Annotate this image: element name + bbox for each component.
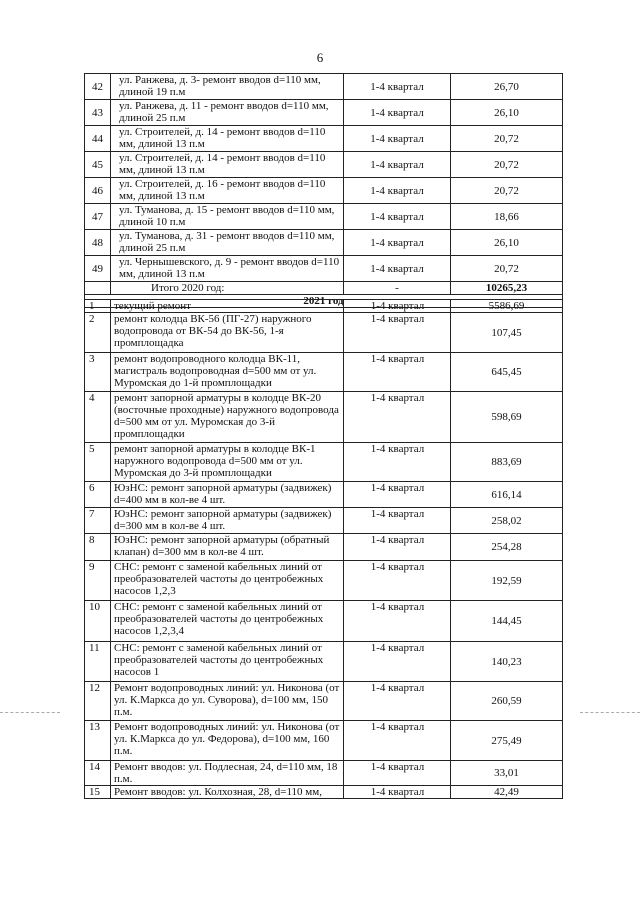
table-row [85, 178, 563, 204]
table-row [85, 313, 563, 353]
table-row [85, 482, 563, 508]
total-label: Итого 2020 год: [111, 282, 344, 295]
work-period: 1-4 квартал [344, 300, 451, 313]
table-row [85, 786, 563, 799]
work-cost: 18,66 [451, 204, 563, 230]
table-row [85, 392, 563, 443]
work-period: 1-4 квартал [344, 313, 451, 353]
total-sum: 10265,23 [451, 282, 563, 295]
work-cost: 275,49 [451, 721, 563, 761]
work-cost: 5586,69 [451, 300, 563, 313]
table-row [85, 353, 563, 392]
work-period: 1-4 квартал [344, 721, 451, 761]
work-cost: 20,72 [451, 152, 563, 178]
table-row [85, 508, 563, 534]
work-cost: 26,10 [451, 230, 563, 256]
table-row [85, 721, 563, 761]
work-cost: 645,45 [451, 353, 563, 392]
table-row [85, 642, 563, 682]
work-description: Ремонт водопроводных линий: ул. Никонова (от ул. К.Маркса до ул. Суворова), d=100 мм, 150 п.м. [111, 682, 344, 721]
work-description: Ремонт вводов: ул. Подлесная, 24, d=110 мм, 18 п.м. [111, 761, 344, 786]
work-description: СНС: ремонт с заменой кабельных линий от преобразователей частоты до центробежных насосов 1,2,3,4 [111, 601, 344, 642]
row-number: 8 [85, 534, 111, 561]
work-period: 1-4 квартал [344, 100, 451, 126]
total-empty-cell [85, 282, 111, 295]
row-number: 4 [85, 392, 111, 443]
work-period: 1-4 квартал [344, 786, 451, 799]
work-cost: 258,02 [451, 508, 563, 534]
row-number: 1 [85, 300, 111, 313]
work-description: ремонт запорной арматуры в колодце ВК-20 (восточные проходные) наружного водопровода d=500 мм от ул. Муромская до 3-й промплощадки [111, 392, 344, 443]
work-description: ул. Строителей, д. 14 - ремонт вводов d=110 мм, длиной 13 п.м [111, 152, 344, 178]
work-cost: 107,45 [451, 313, 563, 353]
work-description: Ремонт водопроводных линий: ул. Никонова (от ул. К.Маркса до ул. Федорова), d=100 мм, 160 п.м. [111, 721, 344, 761]
work-description: Ремонт вводов: ул. Колхозная, 28, d=110 мм, [111, 786, 344, 799]
work-period: 1-4 квартал [344, 353, 451, 392]
work-description: текущий ремонт [111, 300, 344, 313]
row-number: 43 [85, 100, 111, 126]
work-cost: 140,23 [451, 642, 563, 682]
work-cost: 260,59 [451, 682, 563, 721]
work-period: 1-4 квартал [344, 534, 451, 561]
row-number: 14 [85, 761, 111, 786]
work-description: ЮзНС: ремонт запорной арматуры (обратный клапан) d=300 мм в кол-ве 4 шт. [111, 534, 344, 561]
row-number: 46 [85, 178, 111, 204]
table-row [85, 126, 563, 152]
table-row [85, 601, 563, 642]
work-period: 1-4 квартал [344, 682, 451, 721]
row-number: 7 [85, 508, 111, 534]
work-description: ул. Чернышевского, д. 9 - ремонт вводов d=110 мм, длиной 13 п.м [111, 256, 344, 282]
row-number: 10 [85, 601, 111, 642]
work-period: 1-4 квартал [344, 508, 451, 534]
work-period: 1-4 квартал [344, 482, 451, 508]
table-row [85, 534, 563, 561]
work-description: ул. Ранжева, д. 11 - ремонт вводов d=110 мм, длиной 25 п.м [111, 100, 344, 126]
work-description: ЮзНС: ремонт запорной арматуры (задвижек) d=300 мм в кол-ве 4 шт. [111, 508, 344, 534]
row-number: 15 [85, 786, 111, 799]
work-cost: 26,10 [451, 100, 563, 126]
work-period: 1-4 квартал [344, 561, 451, 601]
works-table-2020 [84, 73, 563, 308]
row-number: 13 [85, 721, 111, 761]
row-number: 12 [85, 682, 111, 721]
work-period: 1-4 квартал [344, 443, 451, 482]
table-row [85, 300, 563, 313]
work-period: 1-4 квартал [344, 204, 451, 230]
work-description: ремонт запорной арматуры в колодце ВК-1 наружного водопровода d=500 мм от ул. Муромская до 3-й промплощадки [111, 443, 344, 482]
work-description: ремонт колодца ВК-56 (ПГ-27) наружного водопровода от ВК-54 до ВК-56, 1-я промплощадка [111, 313, 344, 353]
work-description: ул. Туманова, д. 15 - ремонт вводов d=110 мм, длиной 10 п.м [111, 204, 344, 230]
work-period: 1-4 квартал [344, 152, 451, 178]
work-cost: 254,28 [451, 534, 563, 561]
work-cost: 192,59 [451, 561, 563, 601]
work-period: 1-4 квартал [344, 126, 451, 152]
work-period: 1-4 квартал [344, 74, 451, 100]
row-number: 3 [85, 353, 111, 392]
table-row [85, 256, 563, 282]
table-row [85, 74, 563, 100]
row-number: 11 [85, 642, 111, 682]
work-description: ул. Туманова, д. 31 - ремонт вводов d=110 мм, длиной 25 п.м [111, 230, 344, 256]
work-cost: 20,72 [451, 256, 563, 282]
row-number: 49 [85, 256, 111, 282]
row-number: 44 [85, 126, 111, 152]
work-description: ремонт водопроводного колодца ВК-11, магистраль водопроводная d=500 мм от ул. Муромская до 1-й промплощадки [111, 353, 344, 392]
row-number: 42 [85, 74, 111, 100]
work-cost: 598,69 [451, 392, 563, 443]
work-description: ул. Ранжева, д. 3- ремонт вводов d=110 мм, длиной 19 п.м [111, 74, 344, 100]
table-row [85, 682, 563, 721]
work-cost: 20,72 [451, 126, 563, 152]
row-number: 48 [85, 230, 111, 256]
work-cost: 26,70 [451, 74, 563, 100]
work-period: 1-4 квартал [344, 761, 451, 786]
page-number: 6 [316, 50, 324, 65]
year-header: 2021 год [85, 295, 563, 308]
table-row [85, 204, 563, 230]
total-row [85, 282, 563, 295]
work-cost: 42,49 [451, 786, 563, 799]
row-number: 45 [85, 152, 111, 178]
row-number: 47 [85, 204, 111, 230]
total-period: - [344, 282, 451, 295]
margin-mark-right [580, 712, 640, 713]
work-period: 1-4 квартал [344, 601, 451, 642]
table-row [85, 230, 563, 256]
work-cost: 144,45 [451, 601, 563, 642]
work-period: 1-4 квартал [344, 256, 451, 282]
work-cost: 883,69 [451, 443, 563, 482]
table-row [85, 761, 563, 786]
work-period: 1-4 квартал [344, 642, 451, 682]
work-cost: 616,14 [451, 482, 563, 508]
row-number: 6 [85, 482, 111, 508]
table-row [85, 561, 563, 601]
work-description: СНС: ремонт с заменой кабельных линий от преобразователей частоты до центробежных насосов 1,2,3 [111, 561, 344, 601]
margin-mark-left [0, 712, 60, 713]
work-period: 1-4 квартал [344, 230, 451, 256]
table-row [85, 152, 563, 178]
work-period: 1-4 квартал [344, 392, 451, 443]
works-table-2021 [84, 299, 563, 799]
work-description: СНС: ремонт с заменой кабельных линий от преобразователей частоты до центробежных насосов 1 [111, 642, 344, 682]
row-number: 9 [85, 561, 111, 601]
row-number: 5 [85, 443, 111, 482]
work-description: ул. Строителей, д. 16 - ремонт вводов d=110 мм, длиной 13 п.м [111, 178, 344, 204]
work-cost: 33,01 [451, 761, 563, 786]
work-period: 1-4 квартал [344, 178, 451, 204]
table-row [85, 100, 563, 126]
work-description: ул. Строителей, д. 14 - ремонт вводов d=110 мм, длиной 13 п.м [111, 126, 344, 152]
work-description: ЮзНС: ремонт запорной арматуры (задвижек) d=400 мм в кол-ве 4 шт. [111, 482, 344, 508]
table-row [85, 443, 563, 482]
work-cost: 20,72 [451, 178, 563, 204]
row-number: 2 [85, 313, 111, 353]
